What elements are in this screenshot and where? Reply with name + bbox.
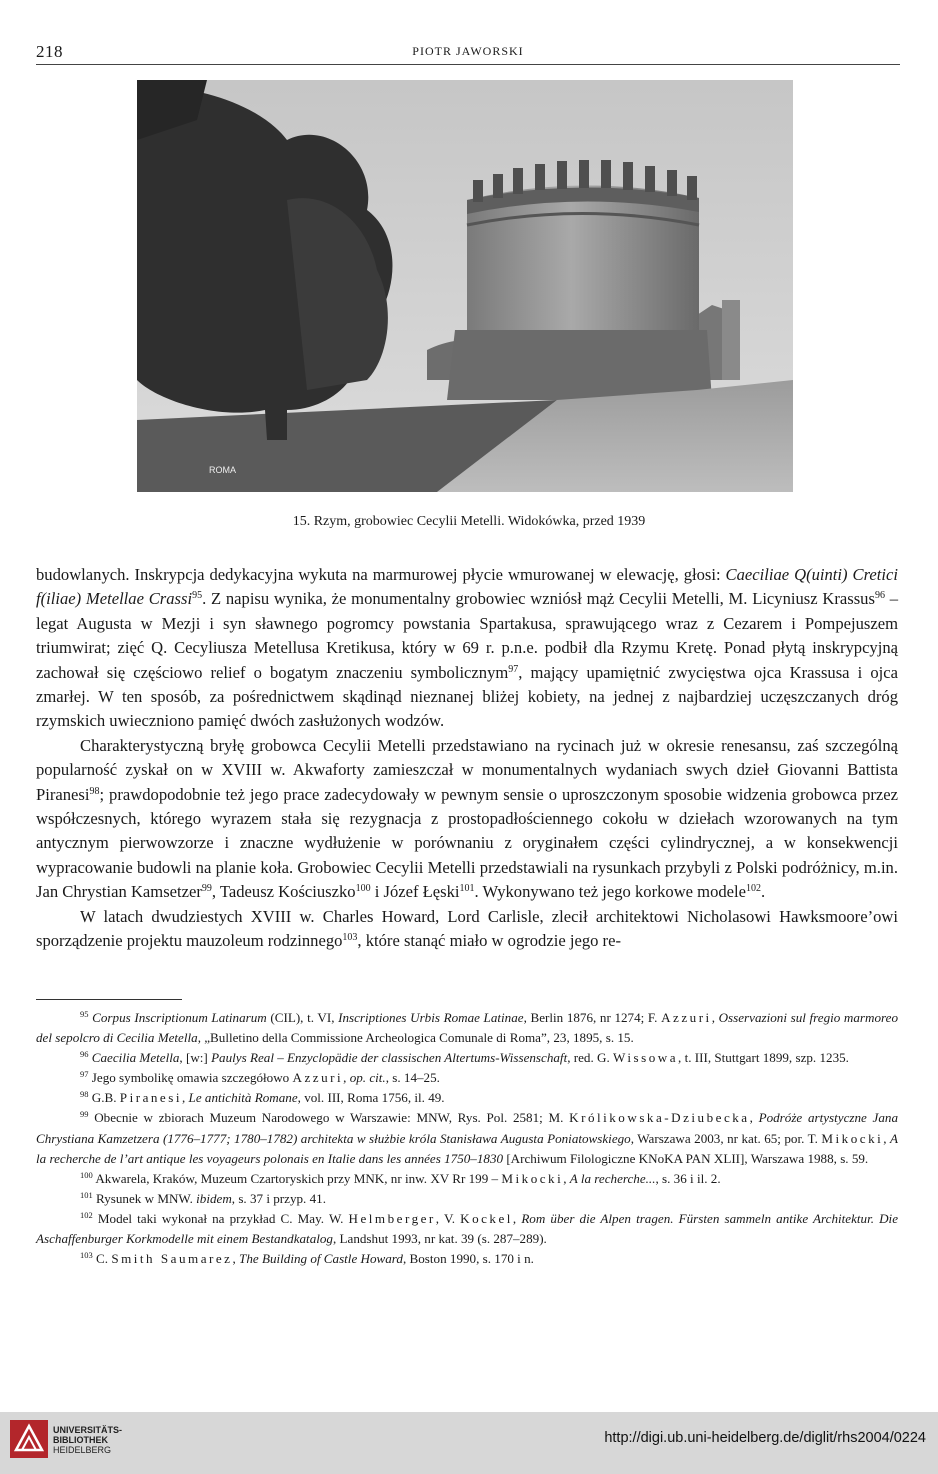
footnote-99: $^{99}$ Obecnie w zbiorach Muzeum Narodowego w Warszawie: MNW, Rys. Pol. 2581; M. Królikowska-Dziubecka, Podróże artystyczne Jana Chrystiana Kamzetzera (1776–1777; 1780–1782) architekta w służbie króla Stanisława Augusta Poniatowskiego, Warszawa 2003, nr kat. 65; por. T. Mikocki, A la recherche de l’art antique les voyageurs polonais en Italie dans les années 1750–1830 [Archiwum Filologiczne KNoKA PAN XLII], Warszawa 1988, s. 59. [36, 1109, 899, 1166]
footnote-ref: 99 [201, 883, 212, 895]
footnote-98: $^{98}$ G.B. Piranesi, Le antichità Romane, vol. III, Roma 1756, il. 49. [80, 1089, 445, 1106]
footnote-ref: 100 [355, 883, 371, 895]
footnote-ref: 101 [459, 883, 475, 895]
body-text [36, 563, 898, 954]
footnote-103: $^{103}$ C. Smith Saumarez, The Building of Castle Howard, Boston 1990, s. 170 i n. [80, 1250, 534, 1267]
footnote-102: $^{102}$ Model taki wykonał na przykład C. May. W. Helmberger, V. Kockel, Rom über die Alpen tragen. Fürsten sammeln antike Architektur. Die Aschaffenburger Korkmodelle mit einem Bestandkatalog, Landshut 1993, nr kat. 39 (s. 287–289). [36, 1209, 899, 1247]
footnote-97: $^{97}$ Jego symbolikę omawia szczegółowo Azzuri, op. cit., s. 14–25. [80, 1069, 440, 1086]
running-head: PIOTR JAWORSKI [412, 44, 524, 58]
source-url-link[interactable]: http://digi.ub.uni-heidelberg.de/diglit/rhs2004/0224 [604, 1430, 926, 1446]
footnote-rule [36, 999, 182, 1000]
library-logo-icon [10, 1420, 48, 1458]
figure-photo [137, 80, 793, 492]
footnote-ref: 96 [874, 590, 885, 602]
library-name: UNIVERSITÄTS- BIBLIOTHEK HEIDELBERG [53, 1425, 123, 1455]
footnote-95: $^{95}$ Corpus Inscriptionum Latinarum (CIL), t. VI, Inscriptiones Urbis Romae Latinae, Berlin 1876, nr 1274; F. Azzuri, Osservazioni sul fregio marmoreo del sepolcro di Cecilia Metella, „Bulletino della Commissione Archeologica Comunale di Roma”, 23, 1895, s. 15. [36, 1009, 898, 1046]
figure-caption: 15. Rzym, grobowiec Cecylii Metelli. Widokówka, przed 1939 [292, 514, 646, 529]
page-header [36, 42, 900, 65]
footnote-96: $^{96}$ Caecilia Metella, [w:] Paulys Real – Enzyclopädie der classischen Altertums-Wissenschaft, red. G. Wissowa, t. III, Stuttgart 1899, szp. 1235. [80, 1049, 849, 1066]
footnote-100: $^{100}$ Akwarela, Kraków, Muzeum Czartoryskich przy MNK, nr inw. XV Rr 199 – Mikocki, A la recherche..., s. 36 i il. 2. [80, 1169, 721, 1186]
footnote-ref: 95 [192, 590, 203, 602]
library-footer [0, 1412, 938, 1474]
photo-stamp: ROMA [209, 465, 236, 475]
footnote-ref: 97 [508, 663, 519, 675]
paragraph-2: Charakterystyczną bryłę grobowca Cecylii Metelli przedstawiano na rycinach już w okresie renesansu, zaś szczególną popularność zyskał on w XVIII w. Akwaforty zamieszczał w monumentalnych wydaniach swych dzieł Giovanni Battista Piranesi$^{98}$; prawdopodobnie też jego prace zadecydowały w pewnym sensie o uproszczonym sposobie widzenia grobowca przez współczesnych, którego wyrazem stała się rezygnacja z prostopadłościennego cokołu w dziełach wzorowanych na tym antycznym pierwowzorze i znaczne wydłużenie w porównaniu z oryginałem części cylindrycznej, a w konsekwencji wypracowanie budowli na planie koła. Grobowiec Cecylii Metelli przedstawiali na rysunkach przybyli z Polski podróżnicy, m.in. Jan Chrystian Kamsetzer$^{99}$, Tadeusz Kościuszko$^{100}$ i Józef Łęski$^{101}$. Wykonywano też jego korkowe modele$^{102}$. [36, 735, 898, 902]
page-number: 218 [36, 42, 63, 61]
tomb-photograph [137, 80, 793, 492]
paragraph-1: budowlanych. Inskrypcja dedykacyjna wykuta na marmurowej płycie wmurowanej w elewację, głosi: Caeciliae Q(uinti) Cretici f(iliae) Metellae Crassi$^{95}$. Z napisu wynika, że monumentalny grobowiec wzniósł mąż Cecylii Metelli, M. Licyniusz Krassus$^{96}$ – legat Augusta w Mezji i syn sławnego pogromcy powstania Spartakusa, sprawującego wraz z Cezarem i Pompejuszem triumwirat; zięć Q. Cecyliusza Metellusa Kretikusa, który w 69 r. p.n.e. podbił dla Rzymu Kretę. Ponad płytą inskrypcyjną zachował się częściowo relief o bogatym znaczeniu symbolicznym$^{97}$, mający upamiętnić zwycięstwa ojca Krassusa i ojca zmarłej. W ten sposób, za pośrednictwem skądinąd nieznanej bliżej kobiety, na jednej z najbardziej uczęszczanych dróg rzymskich uwieczniono pamięć dwóch zasłużonych wodzów. [36, 565, 898, 731]
footnote-ref: 98 [89, 785, 100, 797]
footnote-ref: 103 [342, 932, 358, 944]
footnote-ref: 102 [746, 883, 762, 895]
footnote-101: $^{101}$ Rysunek w MNW. ibidem, s. 37 i przyp. 41. [80, 1189, 326, 1206]
footnotes [36, 1008, 898, 1269]
paragraph-3: W latach dwudziestych XVIII w. Charles Howard, Lord Carlisle, zlecił architektowi Nicholasowi Hawksmoore’owi sporządzenie projektu mauzoleum rodzinnego$^{103}$, które stanąć miało w ogrodzie jego re- [36, 906, 898, 951]
